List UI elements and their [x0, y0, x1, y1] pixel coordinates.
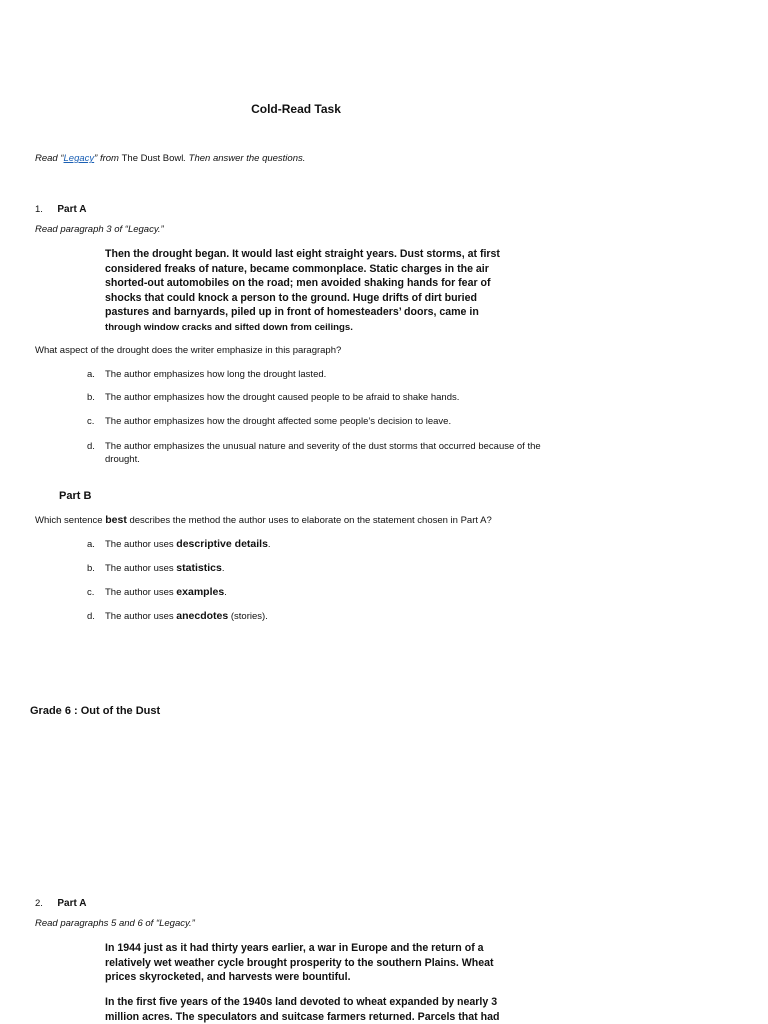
- option-text: The author emphasizes how the drought affected some people’s decision to leave.: [105, 416, 452, 427]
- source-title: The Dust Bowl: [121, 153, 184, 164]
- passage-text: Then the drought began. It would last eight straight years. Dust storms, at first considered freaks of nature, became commonplace. Static charges in the air shorted-out automobiles on the road; men avoided shaking hands for fear of shocks that could knock a person to the ground. Huge drifts of dirt buried pastures and barnyards, piled up in front of homesteaders’ doors, came in: [105, 248, 500, 319]
- question-1-text: What aspect of the drought does the writer emphasize in this paragraph?: [35, 345, 342, 356]
- option-text: The author uses descriptive details.: [105, 538, 271, 550]
- option-b-a[interactable]: [87, 538, 547, 551]
- option-letter: d.: [87, 611, 95, 622]
- question-number: 1.: [35, 204, 43, 215]
- option-text: The author emphasizes how long the drought lasted.: [105, 369, 327, 380]
- option-1c[interactable]: [87, 415, 547, 428]
- part-a-label: Part A: [57, 204, 87, 215]
- question-2-header: [35, 893, 86, 911]
- option-text: The author emphasizes the unusual nature and severity of the dust storms that occurred because of the drought.: [105, 441, 541, 465]
- part-b-question-prefix: Which sentence: [35, 515, 106, 526]
- question-2-passage-1: In 1944 just as it had thirty years earlier, a war in Europe and the return of a relatively wet weather cycle brought prosperity to the southern Plains. Wheat prices skyrocketed, and harvests were bountiful.: [105, 942, 494, 984]
- option-text: The author emphasizes how the drought caused people to be afraid to shake hands.: [105, 392, 460, 403]
- option-letter: c.: [87, 416, 95, 427]
- option-1a[interactable]: [87, 368, 547, 381]
- part-b-question-suffix: describes the method the author uses to elaborate on the statement chosen in Part A?: [126, 515, 492, 526]
- option-b-c[interactable]: [87, 586, 547, 599]
- question-number: 2.: [35, 898, 43, 909]
- part-b-label: Part B: [59, 490, 92, 502]
- part-b-question-emphasis: best: [105, 514, 127, 526]
- option-1b[interactable]: [87, 391, 547, 404]
- legacy-link[interactable]: Legacy: [63, 153, 95, 164]
- instruction-suffix: . Then answer the questions.: [183, 153, 306, 164]
- option-1d[interactable]: [87, 440, 547, 466]
- question-1-header: [35, 199, 86, 217]
- instruction-prefix: Read “: [35, 153, 64, 164]
- page-title: Cold-Read Task: [251, 102, 341, 116]
- option-letter: a.: [87, 369, 95, 380]
- option-b-d[interactable]: [87, 610, 547, 623]
- option-text: The author uses statistics.: [105, 562, 225, 574]
- page-footer: Grade 6 : Out of the Dust: [30, 705, 161, 717]
- option-letter: b.: [87, 563, 95, 574]
- question-1-prompt: Read paragraph 3 of “Legacy.”: [35, 224, 164, 235]
- option-letter: d.: [87, 441, 95, 452]
- option-text: The author uses examples.: [105, 586, 227, 598]
- question-1-passage: [105, 247, 515, 336]
- part-b-question: [35, 514, 492, 527]
- option-letter: b.: [87, 392, 95, 403]
- option-letter: a.: [87, 539, 95, 550]
- part-a-label: Part A: [57, 898, 87, 909]
- question-2-prompt: Read paragraphs 5 and 6 of “Legacy.”: [35, 918, 195, 929]
- reading-instruction: [35, 152, 305, 165]
- passage-tail: through window cracks and sifted down from ceilings.: [105, 321, 353, 333]
- option-letter: c.: [87, 587, 95, 598]
- option-text: The author uses anecdotes (stories).: [105, 610, 268, 622]
- option-b-b[interactable]: [87, 562, 547, 575]
- instruction-mid: ” from: [94, 153, 122, 164]
- question-2-passage-2: In the first five years of the 1940s land devoted to wheat expanded by nearly 3 million acres. The speculators and suitcase farmers returned. Parcels that had: [105, 996, 500, 1023]
